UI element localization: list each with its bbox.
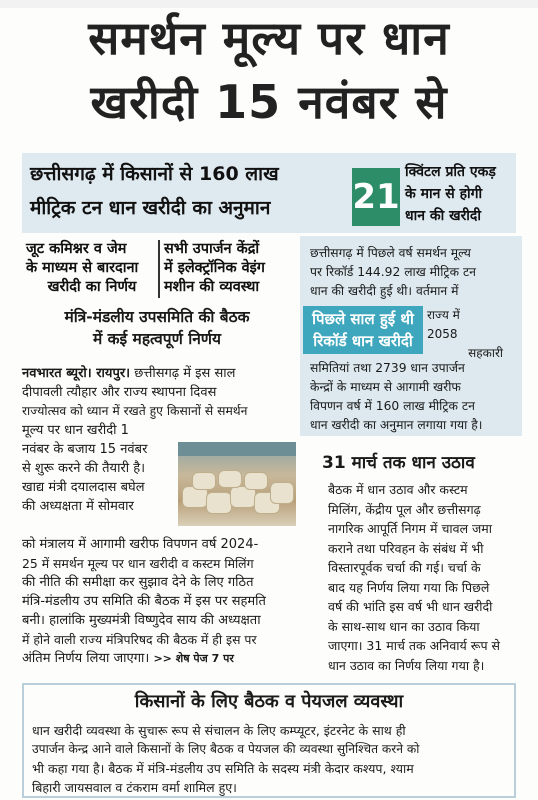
- point-weighing-line-3: मशीन की व्यवस्था: [164, 279, 260, 295]
- story-line: की अध्यक्षता में सोमवार: [22, 499, 134, 514]
- story-line: दीपावली त्यौहार और राज्य स्थापना दिवस: [22, 385, 217, 400]
- point-jute-line-3: खरीदी का निर्णय: [47, 279, 137, 295]
- subheadline-line-2: मीट्रिक टन धान खरीदी का अनुमान: [30, 197, 271, 219]
- story-line: मूल्य पर धान खरीदी 1: [22, 423, 129, 438]
- point-jute-line-1: जूट कमिश्नर व जेम: [26, 241, 127, 257]
- headline-line-1: समर्थन मूल्य पर धान: [88, 11, 450, 65]
- record-box-bottom: समितियां तथा 2739 धान उपार्जन केन्द्रों के माध्यम से आगामी खरीफ विपणन वर्ष में 160 लाख मीट्रिक टन धान खरीदी का अनुमान लगाया गया है।: [310, 361, 483, 432]
- facilities-heading: किसानों के लिए बैठक व पेयजल व्यवस्था: [134, 691, 404, 712]
- story-line: बनी। हालांकि मुख्यमंत्री विष्णुदेव साय की अध्यक्षता: [22, 613, 261, 628]
- story-line: को मंत्रालय में आगामी खरीफ विपणन वर्ष 2024-: [22, 537, 259, 552]
- subheadline-line-1: छत्तीसगढ़ में किसानों से 160 लाख: [30, 163, 279, 185]
- paddy-bags-photo: [178, 442, 296, 526]
- story-line: नवंबर के बजाय 15 नवंबर: [22, 442, 148, 457]
- caption-line-2: के मान से होगी: [405, 186, 483, 202]
- highlight-number: 21: [352, 168, 400, 226]
- story-line: खाद्य मंत्री दयालदास बघेल: [22, 480, 145, 495]
- facilities-body: धान खरीदी व्यवस्था के सुचारू रूप से संचालन के लिए कम्प्यूटर, इंटरनेट के साथ ही उपार्जन केन्द्र आने वाले किसानों के लिए बैठक व पेयजल की व्यवस्था सुनिश्चित करने को भी कहा गया है। बैठक में मंत्रि-मंडलीय उप समिति के सदस्य मंत्री केदार कश्यप, श्याम बिहारी जायसवाल व टंकराम वर्मा शामिल हुए।: [32, 723, 420, 795]
- story-line: राज्योत्सव को ध्यान में रखते हुए किसानों से समर्थन: [22, 404, 248, 418]
- story-line: अंतिम निर्णय लिया जाएगा। >> शेष पेज 7 पर: [22, 651, 234, 666]
- record-box-top: छत्तीसगढ़ में पिछले वर्ष समर्थन मूल्य पर रिकॉर्ड 144.92 लाख मीट्रिक टन धान की खरीदी हुई थी। वर्तमान में: [310, 246, 476, 298]
- point-weighing-line-2: में इलेक्ट्रॉनिक वेइंग: [164, 260, 265, 276]
- point-jute-line-2: के माध्यम से बारदाना: [26, 260, 139, 276]
- caption-line-1: क्विंटल प्रति एकड़: [405, 164, 496, 180]
- column-divider: [158, 240, 160, 298]
- story-line: से शुरू करने की तैयारी है।: [22, 461, 146, 476]
- minister-meeting-heading: [22, 306, 292, 350]
- minister-heading-line-1: मंत्रि-मंडलीय उपसमिति की बैठक: [64, 308, 250, 326]
- uthav-body: बैठक में धान उठाव और कस्टम मिलिंग, केंद्रीय पूल और छत्तीसगढ़ नागरिक आपूर्ति निगम में चावल जमा कराने तथा परिवहन के संबंध में भी विस्तारपूर्वक चर्चा की गई। चर्चा के बाद यह निर्णय लिया गया कि पिछले वर्ष की भांति इस वर्ष भी धान खरीदी के साथ-साथ धान का उठाव किया जाएगा। 31 मार्च तक अनिवार्य रूप से धान उठाव का निर्णय लिया गया है।: [328, 482, 500, 673]
- story-line: नवभारत ब्यूरो। रायपुर। छत्तीसगढ़ में इस साल: [22, 366, 236, 381]
- main-story: [22, 364, 296, 421]
- point-weighing: [164, 240, 298, 297]
- main-story-wrap: [22, 421, 174, 516]
- uthav-heading: 31 मार्च तक धान उठाव: [322, 453, 475, 473]
- story-line: 25 में समर्थन मूल्य पर धान खरीदी व कस्टम मिलिंग: [22, 556, 254, 571]
- highlight-number-caption: [405, 161, 523, 227]
- record-box-side: राज्य में 2058 सहकारी: [427, 308, 503, 360]
- main-story-cont: [22, 535, 296, 668]
- minister-heading-line-2: में कई महत्वपूर्ण निर्णय: [92, 330, 222, 348]
- point-weighing-line-1: सभी उपार्जन केंद्रों: [164, 241, 260, 257]
- headline: [0, 6, 538, 134]
- story-line: की नीति की समीक्षा कर सुझाव देने के लिए गठित: [22, 575, 254, 590]
- story-line: मंत्रि-मंडलीय उप समिति की बैठक में इस पर सहमति: [22, 594, 266, 609]
- story-line: में होने वाली राज्य मंत्रिपरिषद की बैठक में ही इस पर: [22, 632, 257, 647]
- point-jute: [26, 240, 158, 297]
- record-highlight: पिछले साल हुई थी रिकॉर्ड धान खरीदी: [303, 306, 423, 354]
- caption-line-3: धान की खरीदी: [405, 208, 481, 224]
- headline-line-2: खरीदी 15 नवंबर से: [90, 75, 448, 129]
- dateline: नवभारत ब्यूरो। रायपुर।: [22, 366, 131, 381]
- continued-link[interactable]: शेष पेज 7 पर: [175, 652, 234, 665]
- subheadline: [30, 157, 350, 225]
